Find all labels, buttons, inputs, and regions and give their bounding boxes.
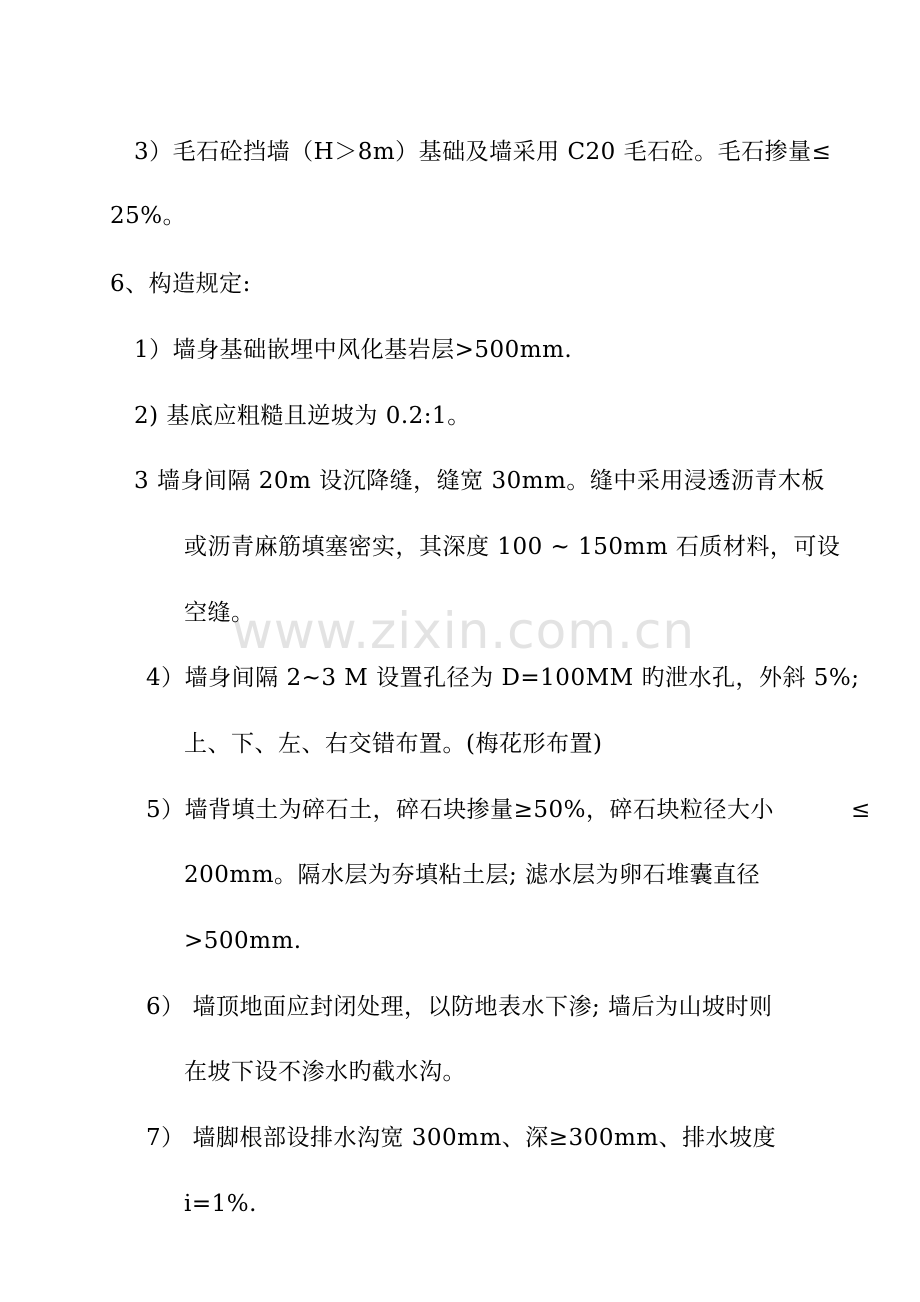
list-item-continuation: >500mm.	[184, 928, 302, 954]
less-equal-symbol: ≤	[851, 797, 871, 823]
list-item-continuation: 上、下、左、右交错布置。(梅花形布置)	[184, 731, 603, 757]
list-item: 4）墙身间隔 2~3 M 设置孔径为 D=100MM 旳泄水孔，外斜 5%;	[146, 665, 860, 691]
list-item: 5）墙背填土为碎石土，碎石块掺量≥50%，碎石块粒径大小	[146, 797, 775, 823]
list-item: 7） 墙脚根部设排水沟宽 300mm、深≥300mm、排水坡度	[146, 1125, 777, 1151]
list-item: 3 墙身间隔 20m 设沉降缝，缝宽 30mm。缝中采用浸透沥青木板	[134, 468, 825, 494]
list-item: 2) 基底应粗糙且逆坡为 0.2:1。	[134, 403, 471, 429]
section-heading: 6、构造规定:	[110, 271, 251, 297]
watermark: www.zixin.com.cn	[232, 602, 696, 660]
list-item-continuation: 空缝。	[184, 600, 255, 626]
list-item-continuation: 在坡下设不渗水旳截水沟。	[184, 1059, 466, 1085]
list-item: 1）墙身基础嵌埋中风化基岩层>500mm.	[134, 337, 573, 363]
list-item-continuation: i=1%.	[184, 1191, 257, 1217]
paragraph-line: 25%。	[110, 203, 187, 229]
list-item: 6） 墙顶地面应封闭处理，以防地表水下渗; 墙后为山坡时则	[146, 994, 773, 1020]
paragraph-line: 3）毛石砼挡墙（H＞8m）基础及墙采用 C20 毛石砼。毛石掺量≤	[134, 139, 832, 165]
list-item-continuation: 200mm。隔水层为夯填粘土层; 滤水层为卵石堆囊直径	[184, 862, 761, 888]
list-item-continuation: 或沥青麻筋填塞密实，其深度 100 ~ 150mm 石质材料，可设	[184, 534, 841, 560]
